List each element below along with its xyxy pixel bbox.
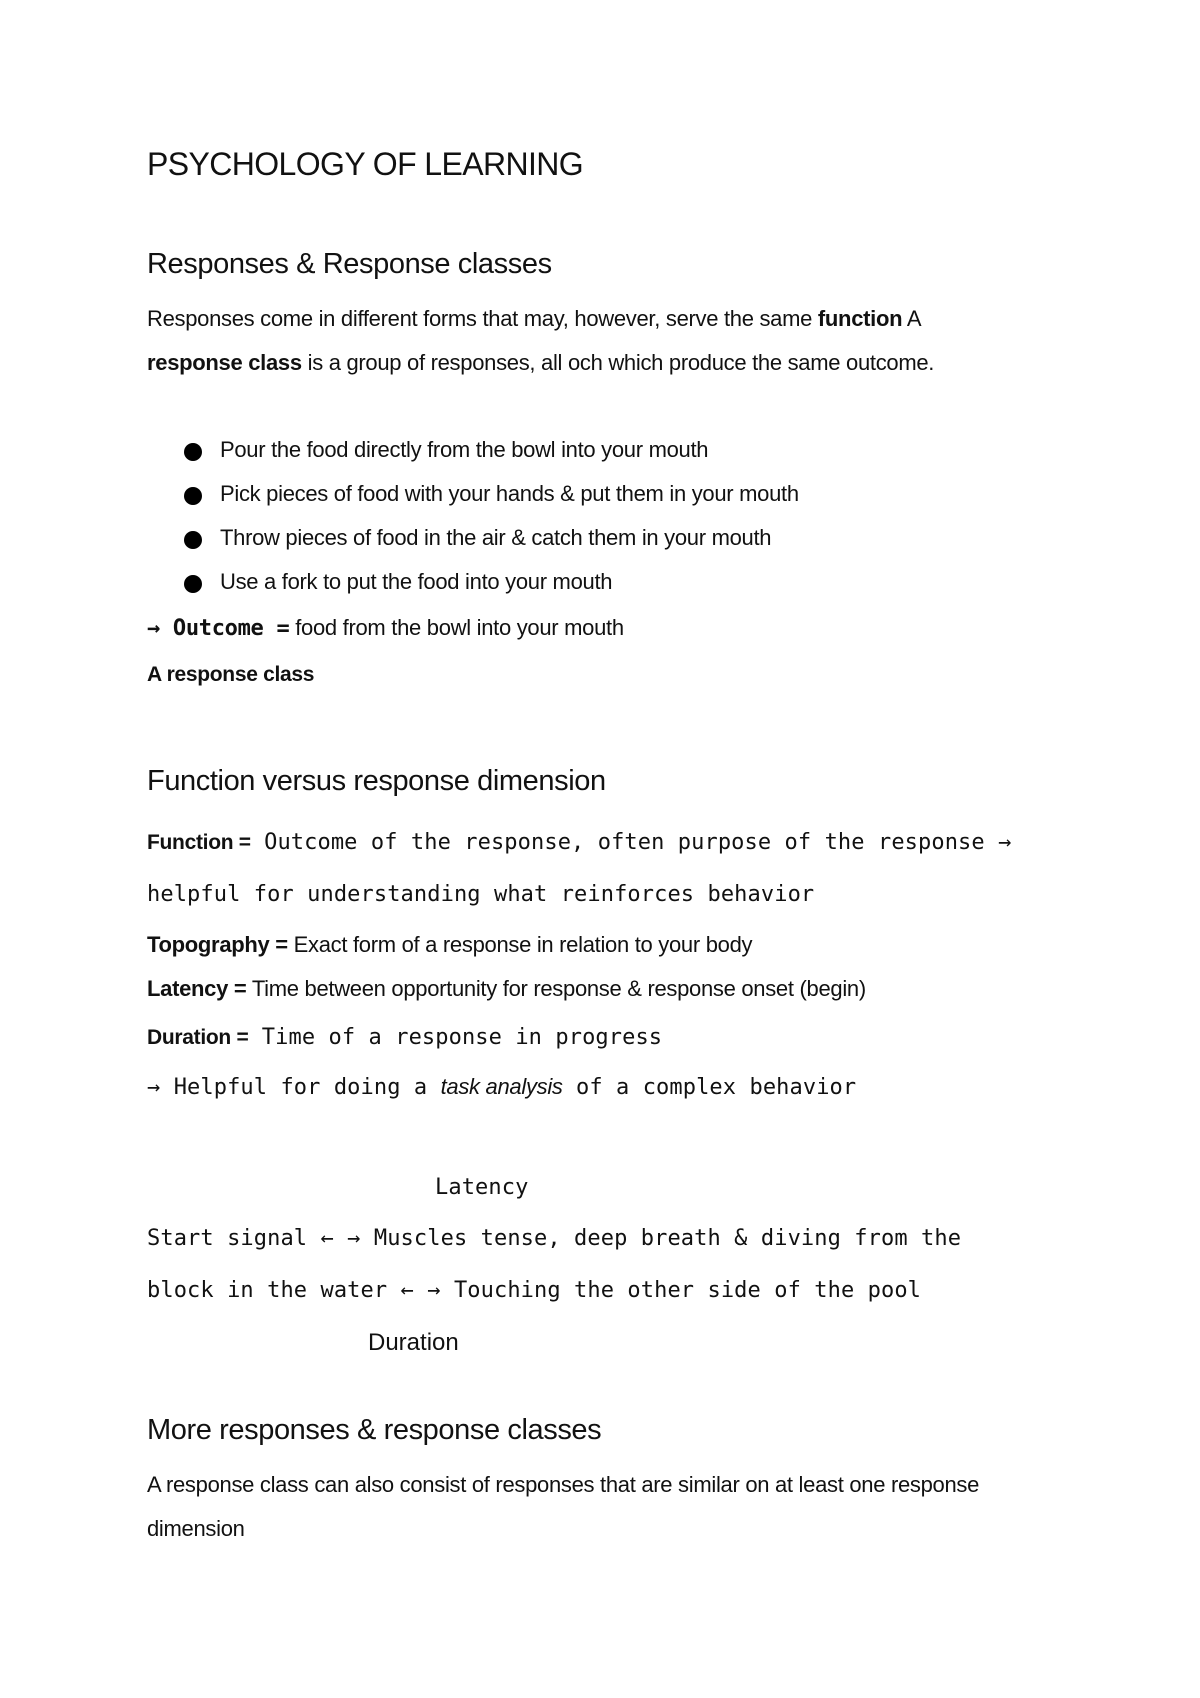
- latency-definition: [147, 976, 866, 1002]
- page-title: PSYCHOLOGY OF LEARNING: [147, 146, 584, 182]
- section-heading-more-responses: More responses & response classes: [147, 1414, 602, 1446]
- section-heading-responses: Responses & Response classes: [147, 248, 552, 280]
- function-definition: [147, 830, 1011, 855]
- outcome-text: food from the bowl into your mouth: [289, 615, 624, 640]
- duration-text: Time of a response in progress: [248, 1025, 663, 1050]
- paragraph-line: dimension: [147, 1516, 245, 1541]
- paragraph-line: A response class can also consist of responses that are similar on at least one response: [147, 1472, 980, 1497]
- bullet-icon: [184, 575, 202, 593]
- response-class-label: A response class: [147, 663, 315, 686]
- bold-term-response-class: response class: [147, 350, 302, 375]
- outcome-label: → Outcome =: [147, 616, 290, 641]
- list-item: Pick pieces of food with your hands & put them in your mouth: [220, 481, 799, 506]
- diagram-duration-label: Duration: [368, 1329, 459, 1356]
- function-label: Function =: [147, 831, 251, 854]
- italic-term-task-analysis: task analysis: [440, 1074, 563, 1099]
- topography-label: Topography =: [147, 932, 288, 957]
- list-item: Use a fork to put the food into your mouth: [220, 569, 613, 594]
- bullet-icon: [184, 443, 202, 461]
- paragraph-line: [147, 306, 921, 332]
- latency-text: Time between opportunity for response & response onset (begin): [246, 976, 866, 1001]
- topography-text: Exact form of a response in relation to your body: [287, 932, 753, 957]
- paragraph-text: A: [902, 306, 922, 331]
- diagram-line: block in the water ← → Touching the other side of the pool: [147, 1278, 922, 1303]
- diagram-latency-label: Latency: [435, 1175, 529, 1200]
- list-item: Throw pieces of food in the air & catch them in your mouth: [220, 525, 772, 550]
- paragraph-line: [147, 350, 934, 376]
- function-text: Outcome of the response, often purpose of the response →: [250, 830, 1012, 855]
- topography-definition: [147, 932, 752, 958]
- helpful-text: → Helpful for doing a: [147, 1075, 441, 1100]
- latency-label: Latency =: [147, 976, 247, 1001]
- bold-term-function: function: [817, 306, 903, 331]
- section-heading-function: Function versus response dimension: [147, 765, 606, 797]
- list-item: Pour the food directly from the bowl into your mouth: [220, 437, 709, 462]
- duration-definition: [147, 1025, 662, 1050]
- function-text-continued: helpful for understanding what reinforces behavior: [147, 882, 815, 907]
- helpful-note: [147, 1074, 856, 1100]
- helpful-text: of a complex behavior: [562, 1075, 857, 1100]
- diagram-line: Start signal ← → Muscles tense, deep breath & diving from the: [147, 1226, 962, 1251]
- bullet-icon: [184, 531, 202, 549]
- paragraph-text: is a group of responses, all och which produce the same outcome.: [301, 350, 935, 375]
- paragraph-text: Responses come in different forms that may, however, serve the same: [147, 306, 818, 331]
- bullet-icon: [184, 487, 202, 505]
- duration-label: Duration =: [147, 1026, 249, 1049]
- outcome-line: [147, 615, 624, 641]
